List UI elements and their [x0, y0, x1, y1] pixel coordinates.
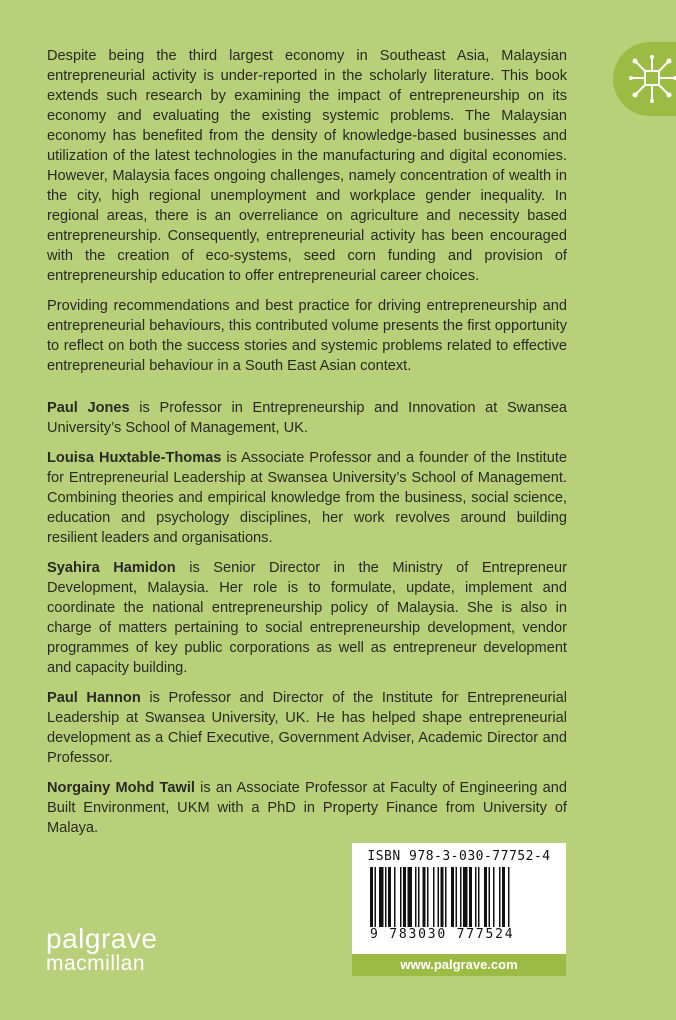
- author-description: is Senior Director in the Ministry of Entrepreneur Development, Malaysia. Her role is to formulate, update, implement and coordinate the national entrepreneurship policy of Malaysia. She is also in charge of matters pertaining to social entrepreneurship development, vendor programmes of key public corporations as well as entrepreneur development and capacity building.: [47, 560, 568, 676]
- author-description: is Professor and Director of the Institute for Entrepreneurial Leadership at Swansea University, UK. He has helped shape entrepreneurial development as a Chief Executive, Government Adviser, Academic Director and Professor.: [47, 690, 568, 766]
- blurb-paragraph: Despite being the third largest economy in Southeast Asia, Malaysian entrepreneurial activity is under-reported in the scholarly literature. This book extends such research by examining the impact of entrepreneurship on its economy and evaluating the existing systemic problems. The Malaysian economy has benefited from the density of knowledge-based businesses and utilization of the latest technologies in the manufacturing and digital economies. However, Malaysia faces ongoing challenges, namely concentration of wealth in the city, high regional unemployment and workplace gender inequality. In regional areas, there is an overreliance on agriculture and necessity based entrepreneurship. Consequently, entrepreneurial activity has been encouraged with the creation of eco-systems, seed corn funding and provision of entrepreneurship education to offer entrepreneurial career choices.: [47, 48, 567, 284]
- author-bio: [47, 688, 567, 768]
- series-badge: [613, 42, 676, 116]
- publisher-logo-line1: palgrave: [46, 923, 158, 954]
- isbn-barcode: [352, 843, 566, 976]
- blurb-text: [47, 46, 567, 848]
- network-nodes-icon: [625, 51, 676, 107]
- barcode-digits: 9 783030 777524: [370, 927, 550, 942]
- author-bio: [47, 778, 567, 838]
- barcode-bars: [368, 867, 550, 929]
- blurb-paragraph: Providing recommendations and best practice for driving entrepreneurship and entrepreneurial behaviours, this contributed volume presents the first opportunity to reflect on both the success stories and systemic problems related to effective entrepreneurial behaviour in a South East Asian context.: [47, 298, 567, 374]
- publisher-logo: [46, 925, 157, 975]
- author-name: Paul Hannon: [47, 690, 141, 706]
- author-name: Syahira Hamidon: [47, 560, 176, 576]
- author-description: is Professor in Entrepreneurship and Innovation at Swansea University’s School of Management, UK.: [47, 400, 567, 436]
- author-bio: [47, 398, 567, 438]
- author-name: Paul Jones: [47, 400, 130, 416]
- isbn-label: ISBN 978-3-030-77752-4: [367, 849, 551, 864]
- author-name: Louisa Huxtable-Thomas: [47, 450, 222, 466]
- author-bio: [47, 558, 567, 678]
- publisher-logo-line2: macmillan: [46, 952, 146, 975]
- publisher-url: www.palgrave.com: [352, 954, 566, 976]
- author-description: is an Associate Professor at Faculty of Engineering and Built Environment, UKM with a PhD in Property Finance from University of Malaya.: [47, 780, 567, 836]
- author-bio: [47, 448, 567, 548]
- author-name: Norgainy Mohd Tawil: [47, 780, 195, 796]
- author-description: is Associate Professor and a founder of the Institute for Entrepreneurial Leadership at Swansea University’s School of Management. Combining theories and empirical knowledge from the business, social science, education and psychology disciplines, her work revolves around building resilient leaders and organisations.: [47, 450, 567, 546]
